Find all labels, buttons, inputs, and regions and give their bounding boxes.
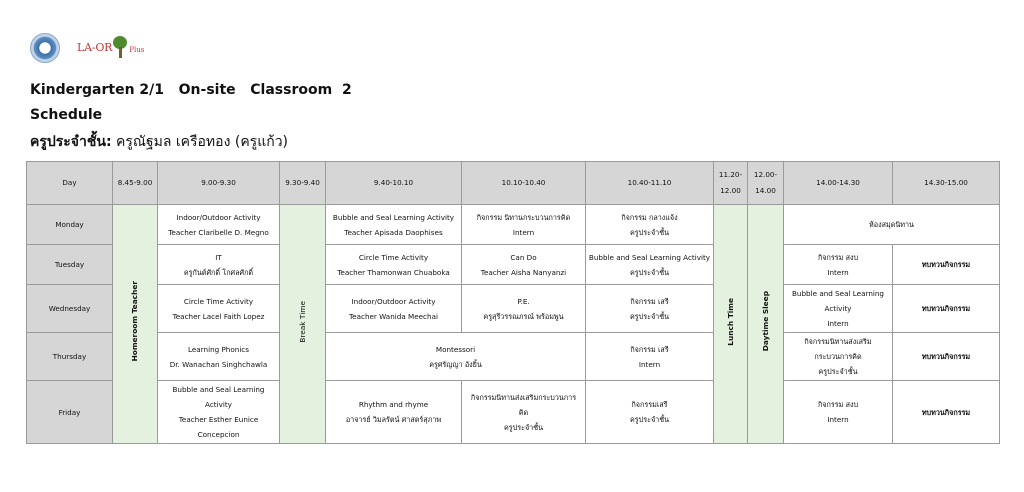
schedule-cell [158, 205, 280, 245]
schedule-cell [462, 381, 586, 444]
table-row-wednesday [27, 285, 1000, 333]
activity-text: Bubble and Seal Learning Activity [332, 212, 455, 222]
header-time: 14.30-15.00 [893, 162, 1000, 205]
homeroom-label: Homeroom Teacher [130, 281, 139, 362]
homeroom-teacher-line [30, 131, 288, 153]
schedule-cell [784, 333, 893, 381]
teacher-text: Intern [827, 415, 849, 424]
header-time [714, 162, 748, 205]
day-cell: Monday [27, 205, 113, 245]
schedule-cell [462, 205, 586, 245]
header-time: 9.00-9.30 [158, 162, 280, 205]
break-cell [280, 205, 326, 444]
schedule-cell [158, 333, 280, 381]
activity-text: IT [215, 252, 222, 262]
schedule-cell [326, 245, 462, 285]
tree-icon [113, 36, 127, 58]
day-cell: Tuesday [27, 245, 113, 285]
activity-text: Activity [824, 304, 852, 313]
activity-text: Bubble and Seal Learning Activity [588, 252, 711, 262]
schedule-cell [326, 333, 586, 381]
break-label: Break Time [297, 300, 307, 343]
teacher-text: อาจารย์ วิมลรัตน์ ศาสตร์สุภาพ [345, 415, 442, 424]
activity-text: กิจกรรม เสรี [630, 296, 669, 306]
teacher-text: Intern [638, 359, 661, 369]
table-row-thursday [27, 333, 1000, 381]
teacher-text: Teacher Lacel Faith Lopez [172, 311, 265, 321]
teacher-text: ครูกันต์ศักดิ์ โกศลศักดิ์ [183, 267, 254, 277]
day-cell: Friday [27, 381, 113, 444]
teacher-text: ครูสุรีวรรณภรณ์ พร้อมพูน [483, 311, 564, 321]
teacher-text: ครูประจำชั้น [504, 422, 543, 432]
teacher-text: Intern [827, 319, 849, 328]
schedule-cell [326, 381, 462, 444]
schedule-cell: ทบทวนกิจกรรม [893, 285, 1000, 333]
header-time-part: 11.20- [718, 170, 743, 179]
schedule-cell [586, 245, 714, 285]
teacher-text: Teacher Esther Eunice [178, 415, 259, 424]
teacher-label: ครูประจำชั้น: [30, 134, 112, 150]
header-time: 9.40-10.10 [326, 162, 462, 205]
activity-text: P.E. [517, 296, 530, 306]
teacher-text: ครูประจำชั้น [630, 415, 669, 424]
header-time-part: 12.00- [753, 170, 778, 179]
sleep-cell [748, 205, 784, 444]
lunch-cell [714, 205, 748, 444]
schedule-cell [586, 285, 714, 333]
schedule-cell [158, 245, 280, 285]
schedule-cell [462, 245, 586, 285]
teacher-text: Concepcion [197, 430, 240, 439]
activity-text: Rhythm and rhyme [358, 400, 429, 409]
activity-text: กิจกรรม สงบ [817, 252, 859, 262]
schedule-title: Schedule [30, 107, 103, 123]
brand-text: LA-OR [77, 40, 113, 54]
teacher-text: ครูประจำชั้น [630, 227, 669, 237]
header-time: 9.30-9.40 [280, 162, 326, 205]
header-time: 14.00-14.30 [784, 162, 893, 205]
schedule-table [26, 161, 1000, 444]
schedule-cell [784, 245, 893, 285]
header-time: 10.40-11.10 [586, 162, 714, 205]
schedule-cell [326, 205, 462, 245]
activity-text: Indoor/Outdoor Activity [351, 296, 436, 306]
schedule-cell: ทบทวนกิจกรรม [893, 245, 1000, 285]
activity-text: กิจกรรมนิทานส่งเสริม [804, 337, 872, 346]
activity-text: กิจกรรม นิทานกระบวนการคิด [476, 212, 571, 222]
header-time [748, 162, 784, 205]
day-cell: Wednesday [27, 285, 113, 333]
activity-text: กิจกรรมเสรี [631, 400, 668, 409]
schedule-cell: ทบทวนกิจกรรม [893, 381, 1000, 444]
activity-text: Learning Phonics [187, 344, 250, 354]
header-time-part: 12.00 [720, 186, 741, 195]
teacher-text: Intern [512, 227, 535, 237]
header-row [27, 162, 1000, 205]
activity-text: Montessori [435, 344, 476, 354]
activity-text: กิจกรรม กลางแจ้ง [621, 212, 678, 222]
teacher-text: Teacher Thamonwan Chuaboka [337, 267, 450, 277]
schedule-cell [158, 285, 280, 333]
class-title: Kindergarten 2/1 On-site Classroom 2 [30, 82, 352, 98]
teacher-text: Teacher Aisha Nanyanzi [480, 267, 567, 277]
schedule-cell [586, 333, 714, 381]
schedule-cell [784, 381, 893, 444]
teacher-text: Teacher Wanida Meechai [349, 311, 438, 321]
teacher-text: ครูศรัญญา อังยิ้น [429, 359, 482, 369]
header-time-part: 14.00 [755, 186, 776, 195]
activity-text: กิจกรรม เสรี [630, 344, 669, 354]
activity-text: กิจกรรม สงบ [817, 400, 859, 409]
teacher-text: Dr. Wanachan Singhchawla [169, 359, 268, 369]
teacher-text: ครูประจำชั้น [818, 367, 858, 376]
header-day: Day [27, 162, 113, 205]
teacher-text: Teacher Claribelle D. Megno [168, 227, 269, 237]
table-row-monday [27, 205, 1000, 245]
teacher-text: Intern [827, 267, 849, 277]
sleep-label: Daytime Sleep [760, 291, 770, 352]
activity-text: Indoor/Outdoor Activity [176, 212, 261, 222]
schedule-cell [158, 381, 280, 444]
activity-text: Circle Time Activity [358, 252, 429, 262]
teacher-text: ครูประจำชั้น [630, 267, 669, 277]
schedule-cell [586, 381, 714, 444]
schedule-cell: ห้องสมุดนิทาน [784, 205, 1000, 245]
activity-text: กระบวนการคิด [814, 352, 862, 361]
header-time: 10.10-10.40 [462, 162, 586, 205]
homeroom-cell [113, 205, 158, 444]
activity-text: คิด [518, 407, 529, 417]
school-seal-logo [30, 33, 60, 63]
header-time: 8.45-9.00 [113, 162, 158, 205]
day-cell: Thursday [27, 333, 113, 381]
activity-text: Circle Time Activity [183, 296, 254, 306]
la-or-plus-logo [77, 33, 144, 61]
schedule-cell: ทบทวนกิจกรรม [893, 333, 1000, 381]
activity-text: Bubble and Seal Learning [792, 289, 884, 298]
schedule-cell [462, 285, 586, 333]
activity-text: Activity [205, 400, 232, 409]
brand-plus-text: Plus [129, 46, 145, 54]
lunch-label: Lunch Time [725, 297, 735, 346]
table-row-friday [27, 381, 1000, 444]
activity-text: กิจกรรมนิทานส่งเสริมกระบวนการ [470, 392, 577, 402]
schedule-cell [326, 285, 462, 333]
schedule-cell [586, 205, 714, 245]
activity-text: Can Do [510, 252, 537, 262]
activity-text: Bubble and Seal Learning [172, 385, 265, 394]
teacher-name: ครูณัฐมล เครือทอง (ครูแก้ว) [111, 134, 289, 150]
teacher-text: ครูประจำชั้น [630, 311, 669, 321]
schedule-cell [784, 285, 893, 333]
teacher-text: Teacher Apisada Daophises [344, 227, 443, 237]
table-row-tuesday [27, 245, 1000, 285]
